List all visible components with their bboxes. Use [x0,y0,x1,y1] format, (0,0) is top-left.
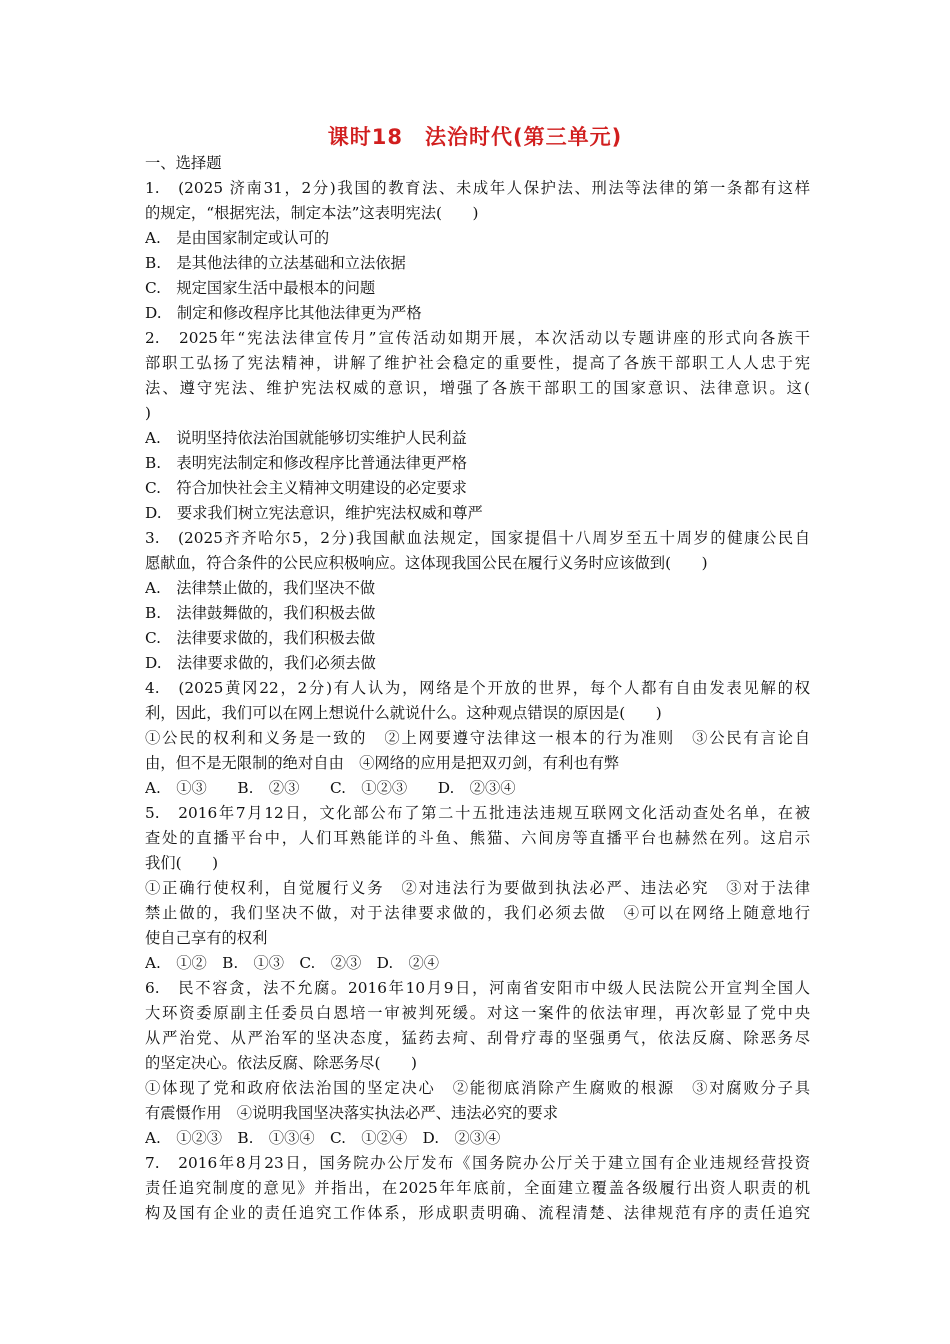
text-line: 部职工弘扬了宪法精神，讲解了维护社会稳定的重要性，提高了各族干部职工人人忠于宪 [145,354,810,372]
text-line: 的坚定决心。依法反腐、除恶务尽( ) [145,1054,417,1072]
text-line: 构及国有企业的责任追究工作体系，形成职责明确、流程清楚、法律规范有序的责任追究 [145,1204,810,1222]
text-line: 1. (2025 济南31，2分)我国的教育法、未成年人保护法、刑法等法律的第一条都有这样 [145,179,810,197]
text-line: 5. 2016年7月12日，文化部公布了第二十五批违法违规互联网文化活动查处名单，在被 [145,804,810,822]
text-line: 使自己享有的权利 [145,929,268,947]
text-line: 愿献血，符合条件的公民应积极响应。这体现我国公民在履行义务时应该做到( ) [145,554,708,572]
text-line: ①体现了党和政府依法治国的坚定决心 ②能彻底消除产生腐败的根源 ③对腐败分子具 [145,1079,810,1097]
text-line: D. 制定和修改程序比其他法律更为严格 [145,304,422,322]
text-line: A. 法律禁止做的，我们坚决不做 [145,579,376,597]
text-line: D. 要求我们树立宪法意识，维护宪法权威和尊严 [145,504,483,522]
text-line: C. 符合加快社会主义精神文明建设的必定要求 [145,479,467,497]
text-line: 大环资委原副主任委员白恩培一审被判死缓。对这一案件的依法审理，再次彰显了党中央 [145,1004,810,1022]
text-line: 7. 2016年8月23日，国务院办公厅发布《国务院办公厅关于建立国有企业违规经营投资 [145,1154,810,1172]
text-line: 法、遵守宪法、维护宪法权威的意识，增强了各族干部职工的国家意识、法律意识。这( [145,379,810,397]
text-line: ①公民的权利和义务是一致的 ②上网要遵守法律这一根本的行为准则 ③公民有言论自 [145,729,810,747]
text-line: 查处的直播平台中，人们耳熟能详的斗鱼、熊猫、六间房等直播平台也赫然在列。这启示 [145,829,810,847]
text-line: 2. 2025年“宪法法律宣传月”宣传活动如期开展，本次活动以专题讲座的形式向各族干 [145,329,810,347]
text-line: A. 是由国家制定或认可的 [145,229,330,247]
text-line: A. ①② B. ①③ C. ②③ D. ②④ [145,954,440,972]
text-line: 6. 民不容贪，法不允腐。2016年10月9日，河南省安阳市中级人民法院公开宣判全国人 [145,979,810,997]
document-body [145,151,810,1226]
text-line: 4. (2025黄冈22，2分)有人认为，网络是个开放的世界，每个人都有自由发表见解的权 [145,679,810,697]
text-line: 由，但不是无限制的绝对自由 ④网络的应用是把双刃剑，有利也有弊 [145,754,620,772]
text-line: A. ①②③ B. ①③④ C. ①②④ D. ②③④ [145,1129,501,1147]
text-line: 禁止做的，我们坚决不做，对于法律要求做的，我们必须去做 ④可以在网络上随意地行 [145,904,810,922]
text-line: ) [145,404,151,422]
text-line: A. 说明坚持依法治国就能够切实维护人民利益 [145,429,467,447]
text-line: B. 法律鼓舞做的，我们积极去做 [145,604,376,622]
text-line: A. ①③ B. ②③ C. ①②③ D. ②③④ [145,779,516,797]
text-line: C. 规定国家生活中最根本的问题 [145,279,376,297]
text-line: 我们( ) [145,854,219,872]
text-line: 有震慑作用 ④说明我国坚决落实执法必严、违法必究的要求 [145,1104,559,1122]
text-line: 责任追究制度的意见》并指出，在2025年年底前，全面建立覆盖各级履行出资人职责的机 [145,1179,810,1197]
text-line: 利，因此，我们可以在网上想说什么就说什么。这种观点错误的原因是( ) [145,704,662,722]
text-line: C. 法律要求做的，我们积极去做 [145,629,376,647]
text-line: ①正确行使权利，自觉履行义务 ②对违法行为要做到执法必严、违法必究 ③对于法律 [145,879,810,897]
text-line: 3. (2025齐齐哈尔5，2分)我国献血法规定，国家提倡十八周岁至五十周岁的健康公民自 [145,529,810,547]
page-title: 课时18 法治时代(第三单元) [327,125,623,149]
section-heading: 一、选择题 [145,154,222,172]
text-line: B. 是其他法律的立法基础和立法依据 [145,254,406,272]
text-line: D. 法律要求做的，我们必须去做 [145,654,376,672]
text-line: 从严治党、从严治军的坚决态度，猛药去疴、刮骨疗毒的坚强勇气，依法反腐、除恶务尽 [145,1029,810,1047]
text-line: 的规定，“根据宪法，制定本法”这表明宪法( ) [145,204,479,222]
text-line: B. 表明宪法制定和修改程序比普通法律更严格 [145,454,468,472]
